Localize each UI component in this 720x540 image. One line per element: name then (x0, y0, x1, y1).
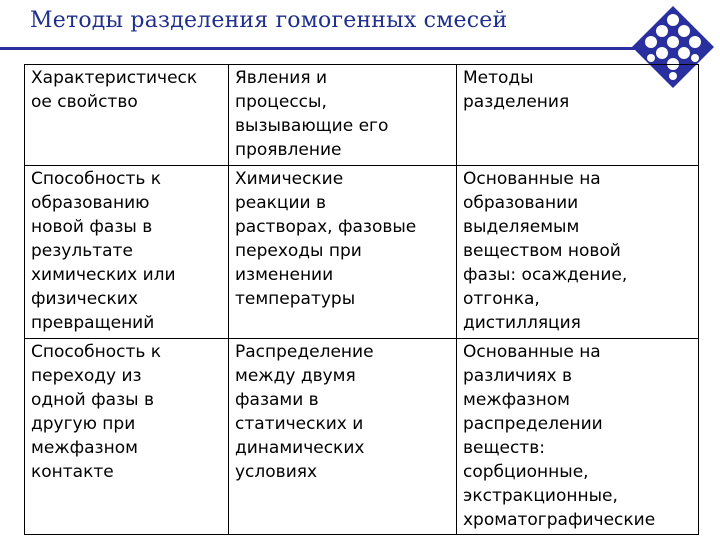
header-cell-property: Характеристическ ое свойство (25, 65, 229, 166)
table-row (25, 339, 699, 535)
table-cell: Химические реакции в растворах, фазовые переходы при изменении температуры (229, 166, 457, 339)
separation-methods-table (24, 64, 699, 535)
table-cell: Способность к переходу из одной фазы в другую при межфазном контакте (25, 339, 229, 535)
table-cell: Способность к образованию новой фазы в результате химических или физических превращений (25, 166, 229, 339)
table-row (25, 166, 699, 339)
table-header-row (25, 65, 699, 166)
slide-title: Методы разделения гомогенных смесей (30, 8, 508, 33)
header-cell-methods: Методы разделения (457, 65, 699, 166)
table-cell: Основанные на образовании выделяемым веществом новой фазы: осаждение, отгонка, дистилляция (457, 166, 699, 339)
table-cell: Распределение между двумя фазами в статических и динамических условиях (229, 339, 457, 535)
table-cell: Основанные на различиях в межфазном распределении веществ: сорбционные, экстракционные, хроматографические (457, 339, 699, 535)
title-underline (0, 47, 640, 50)
header-cell-phenomena: Явления и процессы, вызывающие его проявление (229, 65, 457, 166)
